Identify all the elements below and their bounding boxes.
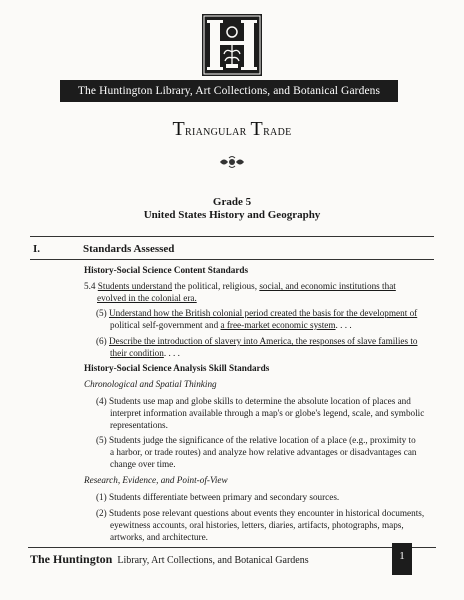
subject-title: United States History and Geography [143,209,321,221]
title-rest-1: riangular [185,123,247,139]
section-title: Standards Assessed [83,243,175,255]
content-standards-heading: History-Social Science Content Standards [84,265,249,275]
standard-5-4-line-1: 5.4 Students understand the political, religious, social, and economic institutions that [84,281,396,291]
chrono-5-line-1: (5) Students judge the significance of the relative location of a place (e.g., proximity to [96,435,416,445]
standard-6-line-2: their condition. . . . [110,348,180,358]
document-title [0,118,464,141]
huntington-logo [202,14,262,76]
section-number: I. [33,243,41,255]
chronological-heading: Chronological and Spatial Thinking [84,379,217,389]
footer-name: The Huntington [30,552,113,566]
research-2-line-2: eyewitness accounts, oral histories, letters, diaries, artifacts, photographs, maps, [110,520,404,530]
standard-6-line-1: (6) Describe the introduction of slavery into America, the responses of slave families to [96,336,418,346]
chrono-4-line-1: (4) Students use map and globe skills to determine the absolute location of places and [96,396,411,406]
grade-level: Grade 5 [212,196,252,208]
chrono-4-line-3: representations. [110,420,168,430]
ornament-icon [218,155,246,169]
title-rest-2: rade [263,123,292,139]
standard-5-line-1: (5) Understand how the British colonial period created the basis for the development of [96,308,418,318]
research-2-line-1: (2) Students pose relevant questions about events they encounter in historical documents, [96,508,425,518]
skill-standards-heading: History-Social Science Analysis Skill Standards [84,363,270,373]
research-1: (1) Students differentiate between primary and secondary sources. [96,492,340,502]
section-rule-bottom [30,259,434,260]
chrono-4-line-2: interpret information available through a map's or globe's legend, scale, and symbolic [110,408,425,418]
footer [30,552,309,567]
title-initial-1: T [172,118,186,140]
research-2-line-3: artworks, and architecture. [110,532,208,542]
footer-rest: Library, Art Collections, and Botanical Gardens [117,555,309,566]
standard-5-4-line-2: evolved in the colonial era. [97,293,197,303]
institution-banner: The Huntington Library, Art Collections, and Botanical Gardens [60,80,398,102]
research-heading: Research, Evidence, and Point-of-View [84,475,228,485]
footer-rule [28,547,436,548]
standard-5-line-2: political self-government and a free-market economic system. . . . [110,320,352,330]
section-rule-top [30,236,434,237]
title-initial-2: T [250,118,264,140]
page-number: 1 [392,543,412,575]
chrono-5-line-3: change over time. [110,459,176,469]
chrono-5-line-2: a harbor, or trade routes) and analyze how relative advantages or disadvantages can [110,447,417,457]
